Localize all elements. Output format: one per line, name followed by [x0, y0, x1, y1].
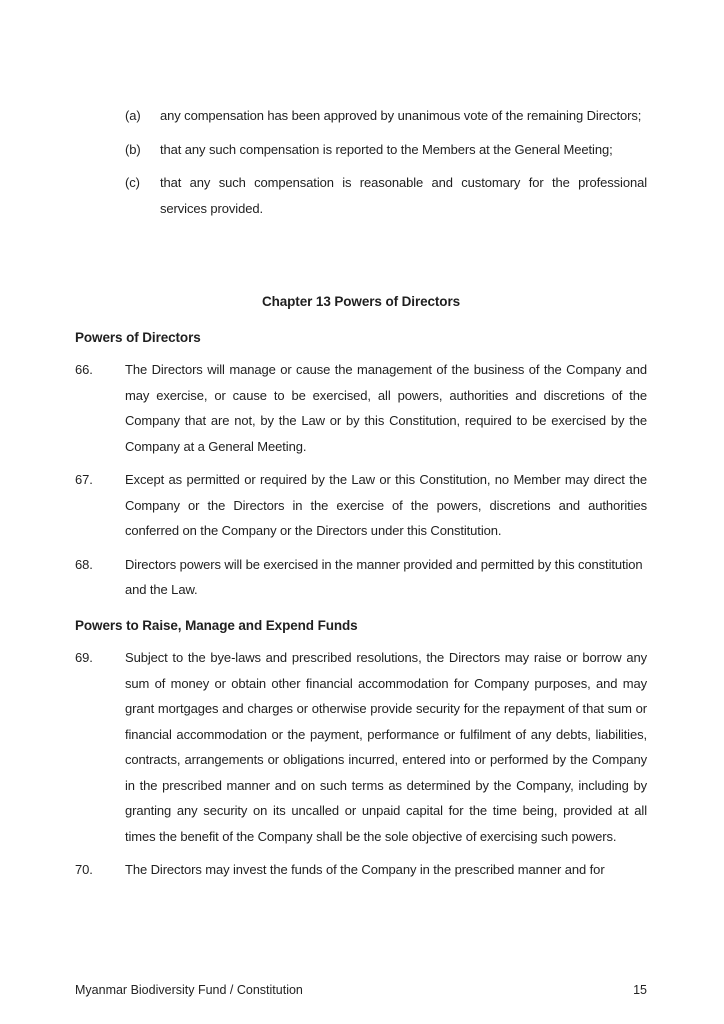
page-footer — [75, 982, 647, 998]
clause-text: Except as permitted or required by the Law or this Constitution, no Member may direct the Company or the Directors in the exercise of the powers, discretions and authorities conferred on the Company or the Directors under this Constitution. — [125, 472, 647, 538]
sub-clause-a — [125, 103, 647, 129]
clause-70 — [75, 857, 647, 883]
clause-number: 69. — [75, 650, 93, 665]
clause-number: 67. — [75, 472, 93, 487]
clause-number: 68. — [75, 556, 93, 572]
clause-68 — [75, 552, 647, 603]
sub-clause-label: (a) — [125, 108, 141, 123]
clause-number: 66. — [75, 362, 93, 377]
clause-text: The Directors may invest the funds of the Company in the prescribed manner and for — [125, 862, 605, 877]
clause-text: Subject to the bye-laws and prescribed resolutions, the Directors may raise or borrow any sum of money or obtain other financial accommodation for Company purposes, and may grant mortgages and charges or otherwise provide security for the repayment of that sum or financial accommodation or the payment, performance or fulfilment of any debts, liabilities, contracts, arrangements or obligations incurred, entered into or performed by the Company in the prescribed manner and on such terms as determined by the Company, including by granting any security on its uncalled or unpaid capital for the time being, provided at all times the benefit of the Company shall be the sole objective of exercising such powers. — [125, 650, 647, 844]
clause-67 — [75, 467, 647, 544]
document-content — [75, 103, 647, 891]
section-heading-powers-of-directors: Powers of Directors — [75, 329, 201, 345]
sub-clause-text: that any such compensation is reported to the Members at the General Meeting; — [160, 141, 613, 157]
clause-69 — [75, 645, 647, 849]
sub-clause-b — [125, 137, 647, 163]
footer-document-title: Myanmar Biodiversity Fund / Constitution — [75, 983, 303, 997]
sub-clause-text: any compensation has been approved by unanimous vote of the remaining Directors; — [160, 108, 642, 123]
footer-page-number: 15 — [633, 983, 647, 997]
clause-66 — [75, 357, 647, 459]
sub-clause-label: (c) — [125, 175, 140, 190]
clause-number: 70. — [75, 862, 93, 877]
sub-clause-text: that any such compensation is reasonable and customary for the professional services provided. — [160, 175, 647, 216]
section-heading-powers-to-raise-funds: Powers to Raise, Manage and Expend Funds — [75, 617, 358, 633]
chapter-heading: Chapter 13 Powers of Directors — [261, 294, 461, 309]
sub-clause-label: (b) — [125, 141, 141, 157]
sub-clause-c — [125, 170, 647, 221]
clause-text: The Directors will manage or cause the management of the business of the Company and may exercise, or cause to be exercised, all powers, authorities and discretions of the Company that are not, by the Law or by this Constitution, required to be exercised by the Company at a General Meeting. — [125, 362, 647, 454]
clause-text: Directors powers will be exercised in the manner provided and permitted by this constitution and the Law. — [125, 556, 643, 597]
